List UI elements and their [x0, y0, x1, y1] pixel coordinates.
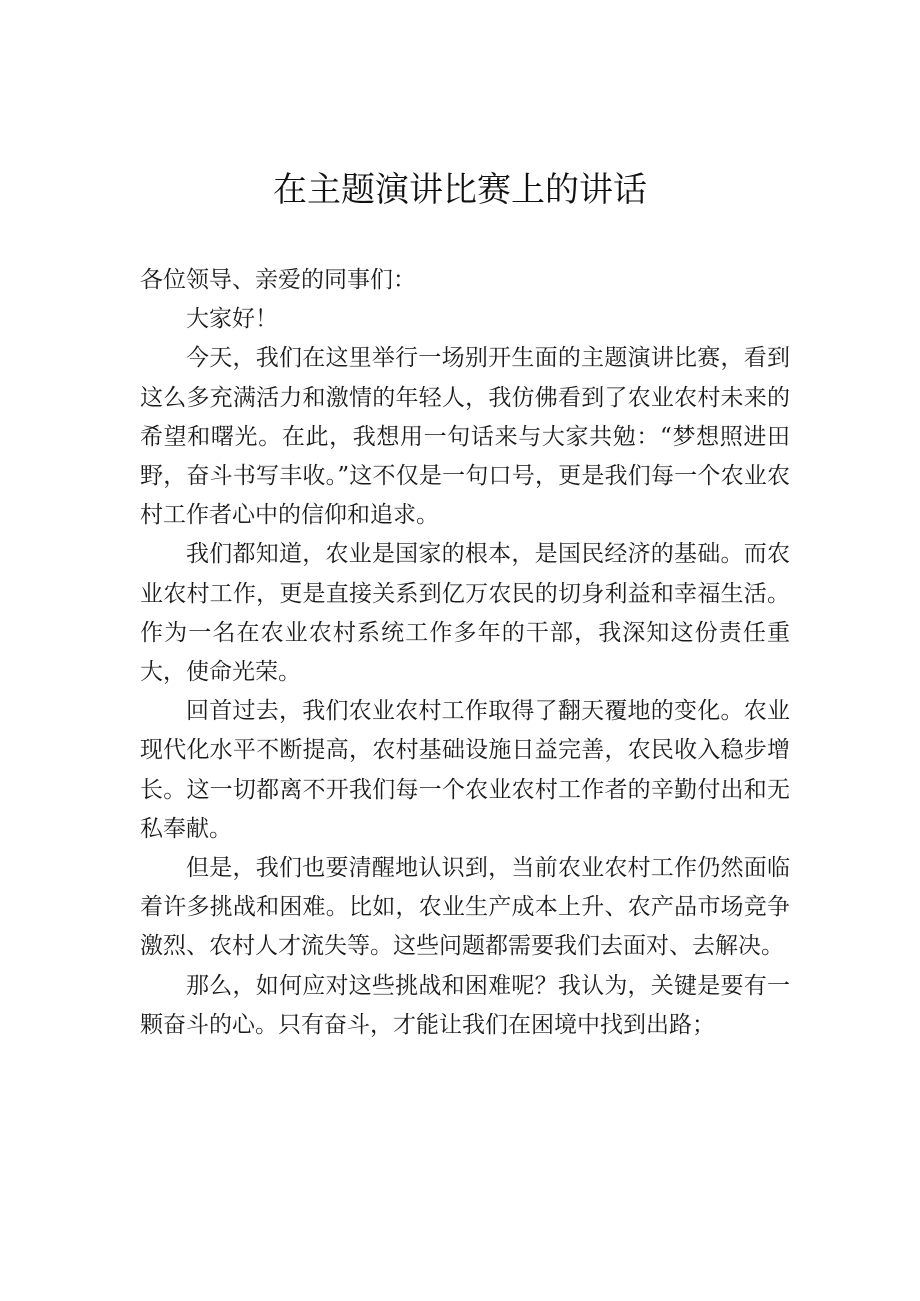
paragraph: 今天，我们在这里举行一场别开生面的主题演讲比赛，看到这么多充满活力和激情的年轻人，我仿佛看到了农业农村未来的希望和曙光。在此，我想用一句话来与大家共勉：“梦想照进田野，奋斗书写丰收。”这不仅是一句口号，更是我们每一个农业农村工作者心中的信仰和追求。 [140, 345, 790, 529]
paragraph: 那么，如何应对这些挑战和困难呢？我认为，关键是要有一颗奋斗的心。只有奋斗，才能让我们在困境中找到出路； [140, 972, 790, 1038]
paragraph: 我们都知道，农业是国家的根本，是国民经济的基础。而农业农村工作，更是直接关系到亿万农民的切身利益和幸福生活。作为一名在农业农村系统工作多年的干部，我深知这份责任重大，使命光荣。 [140, 541, 790, 686]
salutation: 各位领导、亲爱的同事们： [140, 267, 416, 293]
paragraph-greeting: 大家好！ [186, 306, 278, 333]
paragraph: 回首过去，我们农业农村工作取得了翻天覆地的变化。农业现代化水平不断提高，农村基础设施日益完善，农民收入稳步增长。这一切都离不开我们每一个农业农村工作者的辛勤付出和无私奉献。 [140, 698, 790, 842]
document-body [140, 261, 790, 1045]
paragraph: 但是，我们也要清醒地认识到，当前农业农村工作仍然面临着许多挑战和困难。比如，农业生产成本上升、农产品市场竞争激烈、农村人才流失等。这些问题都需要我们去面对、去解决。 [140, 855, 790, 960]
document-title: 在主题演讲比赛上的讲话 [273, 170, 647, 210]
